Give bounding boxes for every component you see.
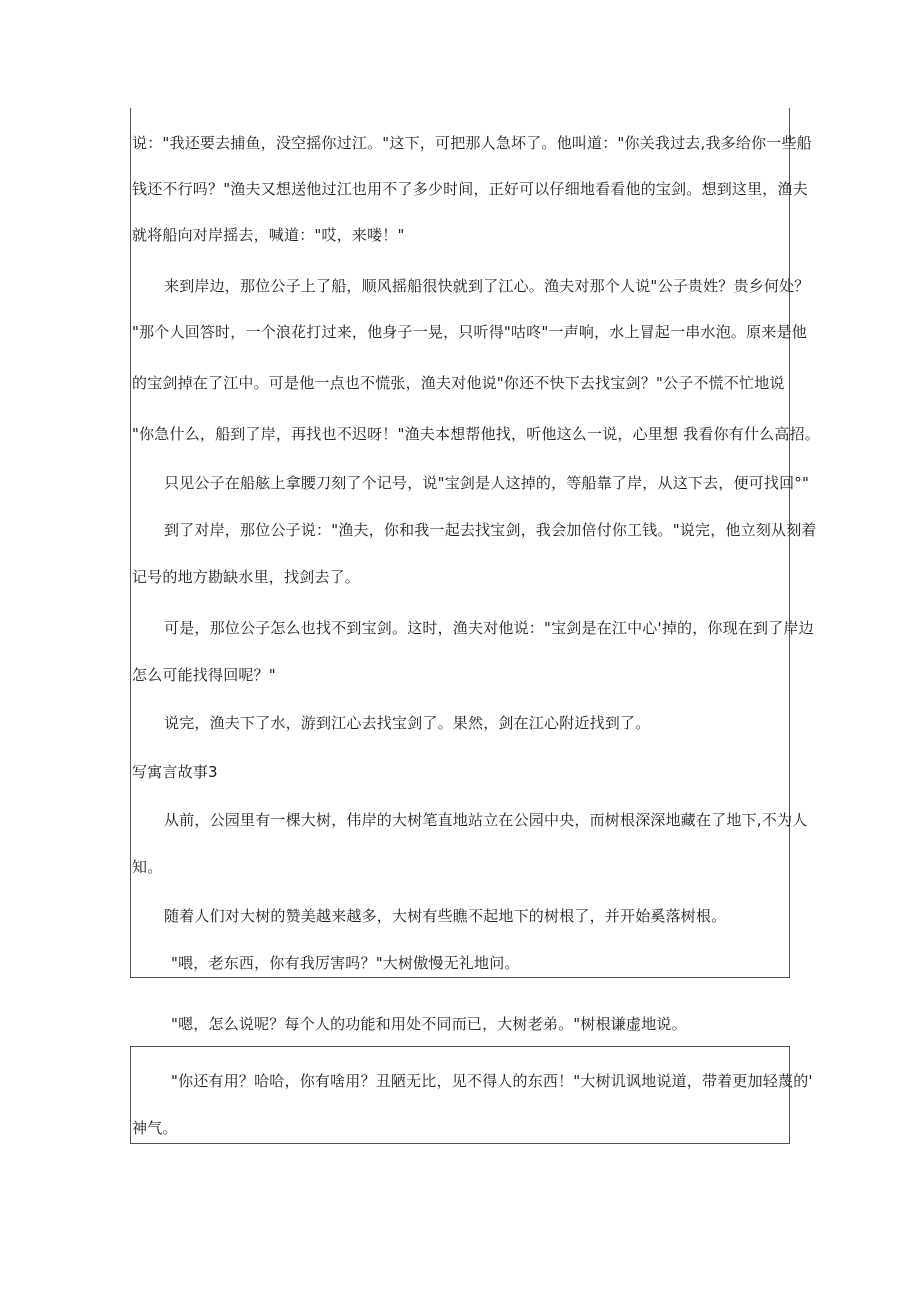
paragraph-line: 怎么可能找得回呢？": [132, 666, 276, 684]
paragraph-line: 说完，渔夫下了水，游到江心去找宝剑了。果然，剑在江心附近找到了。: [164, 714, 651, 732]
paragraph-line: "嗯，怎么说呢？每个人的功能和用处不同而已，大树老弟。"树根谦虚地说。: [171, 1015, 687, 1033]
paragraph-line: "你急什么，船到了岸，再找也不迟呀！"渔夫本想帮他找，听他这么一说，心里想 我看你有什么高招。: [132, 425, 820, 443]
paragraph-line: 来到岸边，那位公子上了船，顺风摇船很快就到了江心。渔夫对那个人说"公子贵姓？贵乡何处？: [164, 277, 810, 295]
paragraph-line: "那个人回答时，一个浪花打过来，他身子一晃，只听得"咕咚"一声响，水上冒起一串水泡。原来是他: [132, 323, 807, 341]
paragraph-line: 从前，公园里有一棵大树，伟岸的大树笔直地站立在公园中央，而树根深深地藏在了地下,不为人: [164, 811, 808, 829]
paragraph-line: 可是，那位公子怎么也找不到宝剑。这时，渔夫对他说："宝剑是在江中心'掉的，你现在到了岸边: [164, 619, 814, 637]
paragraph-line: 随着人们对大树的赞美越来越多，大树有些瞧不起地下的树根了，并开始奚落树根。: [164, 907, 727, 925]
paragraph-line: 记号的地方勘缺水里，找剑去了。: [132, 568, 361, 586]
paragraph-line: 就将船向对岸摇去，喊道："哎，来喽！": [132, 226, 405, 244]
paragraph-line: 说："我还要去捕鱼，没空摇你过江。"这下，可把那人急坏了。他叫道："你关我过去,我多给你一些船: [132, 134, 812, 152]
paragraph-line: 钱还不行吗？"渔夫又想送他过江也用不了多少时间，正好可以仔细地看看他的宝剑。想到这里，渔夫: [132, 180, 808, 198]
section-heading: 写寓言故事3: [132, 763, 218, 781]
paragraph-line: 知。: [132, 858, 163, 876]
paragraph-line: 的宝剑掉在了江中。可是他一点也不慌张，渔夫对他说"你还不快下去找宝剑？"公子不慌不忙地说: [132, 374, 785, 392]
paragraph-line: 只见公子在船舷上拿腰刀刻了个记号，说"宝剑是人这掉的，等船靠了岸，从这下去，便可找回°": [164, 474, 810, 492]
paragraph-line: 到了对岸，那位公子说："渔夫，你和我一起去找宝剑，我会加倍付你工钱。"说完，他立刻从刻着: [164, 521, 817, 539]
paragraph-line: "喂，老东西，你有我厉害吗？"大树傲慢无礼地问。: [171, 954, 520, 972]
paragraph-line: "你还有用？哈哈，你有啥用？丑陋无比，见不得人的东西！"大树讥讽地说道，带着更加轻蔑的': [171, 1072, 813, 1090]
paragraph-line: 神气。: [132, 1119, 178, 1137]
